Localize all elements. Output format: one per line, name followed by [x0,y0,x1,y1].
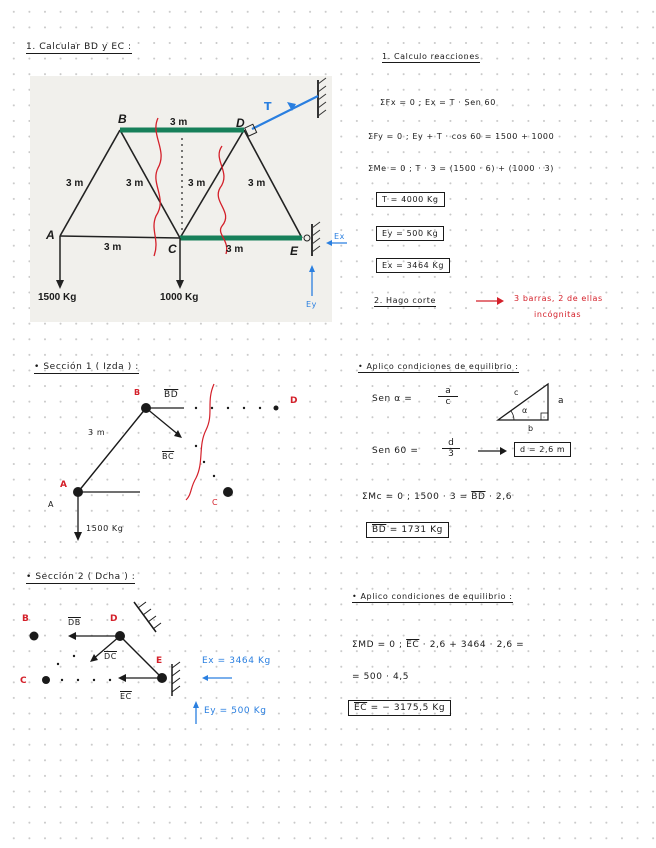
frac-num-d: d [442,438,460,449]
s2-db-text: $\overline{DB}$ [68,618,81,627]
tri-c: c [514,388,519,397]
step2-note-line1: 3 barras, 2 de ellas [514,294,603,303]
dim-de: 3 m [248,178,266,189]
truss-node-a: A [46,228,55,242]
truss-node-b: B [118,112,127,126]
tri-a: a [558,396,565,406]
s1-load: 1500 Kg [86,524,124,533]
eq-sum-fy: ΣFy = 0 ; Ey + T · cos 60 = 1500 + 1000 [368,132,555,141]
section1-title: • Sección 1 ( Izda ) : [34,362,139,372]
moment-d-eq [352,640,524,650]
sin-alpha-lhs: Sen α = [372,394,413,404]
truss-node-e: E [290,244,299,258]
s2-node-c: C [20,676,28,686]
eq-sum-me: ΣMe = 0 ; T · 3 = (1500 · 6) + (1000 · 3) [368,164,554,173]
s1-bc-text: $\overline{BC}$ [162,452,175,461]
equilibrium2-title: • Aplico condiciones de equilibrio : [352,592,513,601]
moment-d-ec: $\overline{EC}$ [406,640,420,650]
frac-den-c: c [445,397,451,407]
s2-node-b: B [22,614,30,624]
s1-node-d: D [290,396,299,406]
result-t-box: T = 4000 Kg [376,192,445,207]
result-ey-box: Ey = 500 Kg [376,226,444,241]
load-a: 1500 Kg [38,292,77,303]
step2-title: 2. Hago corte [374,296,437,305]
s2-ex: Ex = 3464 Kg [202,656,271,666]
dim-ac: 3 m [104,242,122,253]
equilibrium1-title: • Aplico condiciones de equilibrio : [358,362,519,371]
s2-ec-text: $\overline{EC}$ [120,692,132,701]
s2-node-e: E [156,656,163,666]
label-t: T [264,100,273,113]
eq-sum-fx: ΣFx = 0 ; Ex = T · Sen 60 [380,98,496,107]
dim-ce: 3 m [226,244,244,255]
s1-node-a: A [48,500,55,509]
s2-ey: Ey = 500 Kg [204,706,267,716]
moment-d-rhs: · 2,6 + 3464 · 2,6 = [422,640,525,650]
s1-node-a-red: A [60,480,68,490]
s1-node-b: B [134,388,141,397]
moment-d-lhs: ΣMD = 0 ; [352,640,403,650]
result-ec-value: = − 3175,5 Kg [370,703,446,713]
result-d-box: d = 2,6 m [514,442,571,457]
truss-node-d: D [236,116,245,130]
s1-length: 3 m [88,428,106,437]
section2-title: • Sección 2 ( Dcha ) : [26,572,136,582]
load-c: 1000 Kg [160,292,199,303]
dim-cd: 3 m [188,178,206,189]
moment-c-lhs: ΣMc = 0 ; 1500 · 3 = [362,492,468,502]
frac-num-a: a [438,386,458,397]
moment-c-rhs: · 2,6 [489,492,513,502]
tri-b: b [528,424,534,433]
moment-c-bd: $\overline{BD}$ [471,492,486,502]
truss-node-c: C [168,242,177,256]
problem-title: 1. Calcular BD y EC : [26,42,132,52]
s2-dc-text: $\overline{DC}$ [104,652,117,661]
dim-bd: 3 m [170,117,188,128]
result-ec-label: $\overline{EC}$ [354,703,368,713]
s2-node-d: D [110,614,119,624]
sin60-lhs: Sen 60 = [372,446,419,456]
moment-c-eq [362,492,512,502]
moment-d-line2: = 500 · 4,5 [352,672,410,682]
result-bd-box [366,522,449,538]
s1-node-c: C [212,498,219,507]
dim-ab: 3 m [66,178,84,189]
result-ec-box [348,700,451,716]
reactions-title: 1. Calculo reacciones [382,52,480,61]
frac-den-3: 3 [448,449,454,459]
dim-bc: 3 m [126,178,144,189]
result-bd-value: = 1731 Kg [389,525,443,535]
step2-note-line2: incógnitas [534,310,582,319]
result-bd-label: $\overline{BD}$ [372,525,387,535]
label-ex: Ex [334,232,345,241]
s1-bd-text: $\overline{BD}$ [164,390,179,400]
result-ex-box: Ex = 3464 Kg [376,258,450,273]
label-ey: Ey [306,300,317,309]
tri-alpha: α [522,406,528,415]
